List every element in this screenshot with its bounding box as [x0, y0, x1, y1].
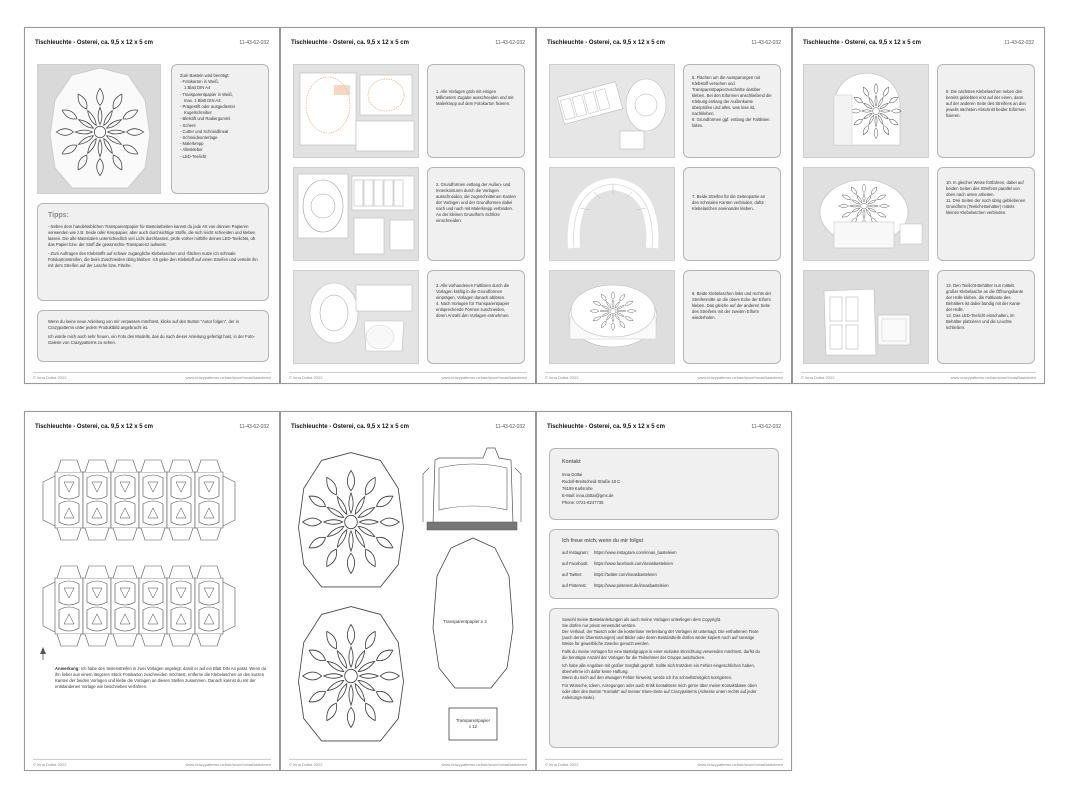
half-assembled-image [804, 65, 929, 158]
social-url[interactable]: https://twitter.com/innasbasteleien [594, 572, 657, 577]
materials-item: - Bleistift und Radiergummi [180, 116, 231, 122]
strip-ring-image [550, 168, 675, 261]
social-label: auf Instagram: [562, 550, 589, 555]
materials-item: - Fotokarton in Weiß, [180, 79, 220, 85]
contact-phone: Phone: 0721-8247735 [562, 500, 604, 505]
templates-image [294, 65, 419, 158]
page-title: Tischleuchte - Osterei, ca. 9,5 x 12 x 5 cm [35, 40, 153, 46]
step-text: 2. Grundformen entlang der Außen- und Innenkonturen durch die Vorlagen ausschneiden, die zugeschnittenen Kanten der Vorlagen und der Grundformen dabei nach und nach mit Malerkrepp verbinden. An der kleinen Grundform Schlitze einschneiden. [436, 182, 516, 223]
contact-email[interactable]: E-Mail: inna.dottai@gmx.de [562, 493, 614, 498]
article-code: 11-43-62-032 [239, 40, 269, 46]
annotation-body: Ich habe den Seitenstreifen in zwei Vorlagen angelegt, damit er auf ein Blatt DIN A4 passt. Wenn du ihn lieber aus einem längeren Stück Fotokarton zuschneiden möchtest, entferne die Klebelaschen an den kurzen Kanten der beiden Vorlagen und klebe die Vorlagen an diesen Stellen zusammen. Danach kannst du mit der entstandenen Vorlage wie beschrieben verfahren. [55, 666, 267, 689]
cutout-image [294, 168, 419, 261]
social-label: auf Pinterest: [562, 583, 587, 588]
assembled-base-image [550, 271, 675, 364]
page-footer [33, 759, 271, 767]
page-header [291, 424, 525, 436]
page-title: Tischleuchte - Osterei, ca. 9,5 x 12 x 5 cm [35, 424, 153, 430]
page-title: Tischleuchte - Osterei, ca. 9,5 x 12 x 5 cm [547, 40, 665, 46]
step-box-3 [427, 270, 525, 364]
copyright-text: Für Wünsche, Ideen, Anregungen oder auch Kritik kontaktiere mich gerne über meine Kontaktdaten oben oder über den Button "Kontakt" auf meiner Store-Seite auf Crazypatterns (Adresse unten rechts auf jeder Anleitungs-Seite). [562, 683, 757, 700]
copyright-box [549, 608, 779, 748]
social-box [549, 529, 779, 599]
social-url[interactable]: https://www.facebook.com/innasbasteleien [594, 561, 673, 566]
page-footer [289, 372, 527, 380]
social-url[interactable]: https://www.pinterest.de/innasbasteleien [594, 583, 669, 588]
lamp-photo [37, 64, 161, 194]
social-title: Ich freue mich, wenn du mir folgst [562, 538, 644, 544]
contact-title: Kontakt [562, 459, 581, 465]
copyright-footer: © Inna Dottai 2022 [33, 375, 67, 380]
materials-box [171, 64, 269, 194]
step-box-1 [427, 64, 525, 158]
step-box-2 [427, 167, 525, 261]
store-url: www.crazypatterns.net/de/store/InnasBasteleien [185, 375, 271, 380]
materials-item: - Prägestift oder ausgedienter [180, 104, 236, 110]
step-box-7 [683, 167, 781, 261]
note-text: Ich würde mich auch sehr freuen, ein Foto des Modells, das du nach dieser Anleitung gefertigt hast, in der Foto-Galerie von Crazypatterns zu sehen. [48, 334, 255, 345]
materials-item: - Transparentpapier in Weiß, [180, 91, 233, 97]
page-7 [536, 411, 792, 771]
social-row-pinterest[interactable] [562, 580, 766, 591]
folded-parts-image [294, 271, 419, 364]
materials-item: - Malerkrepp [180, 141, 204, 147]
materials-item: - Alleskleber [180, 147, 203, 153]
side-strip-templates [39, 450, 271, 660]
copyright-text: Sowohl meine Bastelanleitungen als auch meine Vorlagen unterliegen dem Copyright. [562, 617, 722, 622]
annotation-label: Anmerkung: [55, 666, 80, 671]
step-photo-12 [803, 270, 929, 364]
arrow-up-icon [40, 647, 46, 660]
page-footer [545, 372, 783, 380]
social-label: auf Facebook: [562, 561, 589, 566]
step-text: 3. Alle vorhandenen Faltlinien durch die Vorlagen kräftig in die Grundformen einprägen, Vorlagen danach ablösen. 4. Nach Vorlagen für Transparentpapier entsprechende Formen zuschneiden, deren Anzahl den Vorlagen entnehmen. [436, 283, 510, 318]
copyright-footer: © Inna Dottai 2022 [801, 375, 835, 380]
social-url[interactable]: https://www.instagram.com/innas_basteleien [594, 550, 677, 555]
copyright-text: Sie dürfen nur privat verwendet werden. [562, 623, 637, 628]
transparent-small-label [449, 718, 497, 730]
page-2 [280, 27, 536, 384]
tip-text: - Zum Auftragen des Klebstoffs auf schwer zugängliche Klebelaschen und -flächen nutze ich schmale Fotokartonstreifen, die beim Zuschneiden übrig bleiben: Ich gebe den Klebstoff auf einen Streifen und verteile ihn mit dem Streifen auf der Lasche bzw. Fläche. [48, 251, 258, 268]
step-text: 7. Beide Streifen für die Seitenpartie an den schmalen Kanten verbinden, dafür Klebelaschen aneinander kleben. [692, 194, 766, 211]
lamp-side-image [804, 168, 929, 261]
step-text: 12. Den Teelicht-Behälter nun mittels großer Klebelasche an die Öffnungskante der Hülle kleben, die Faltkante des Behälters ist dabei bündig mit der Kante der Hülle. 13. Das LED-Teelicht einschalten, im Behälter platzieren und die Leuchte schließen. [946, 283, 1024, 330]
finished-lamp-image [804, 271, 929, 364]
egg-lamp-image [38, 65, 161, 194]
copyright-text: Der Verkauf, der Tausch oder die kostenlose Verbreitung der Vorlagen ist untersagt. Die enthaltenen Texte (auch deren Übersetzungen) und Bilder oder deren Bestandteile dürfen weder kopiert noch auf sonstige Weise für gewerbliche Zwecke genutzt werden. [562, 629, 759, 646]
materials-item: max. 1 Blatt DIN A4 [184, 97, 221, 103]
note-box [37, 310, 269, 362]
step-text: 10. In gleicher Weise fortfahren, dabei auf beiden Seiten des Streifens parallel von oben nach unten arbeiten. 11. Drei Seiten der noch übrig gebliebenen Grundform (Teelicht-Behälter) mittels kleinen Klebelaschen verbinden. [946, 180, 1026, 215]
step-photo-3 [293, 270, 419, 364]
materials-item: - Schere [180, 122, 196, 128]
transparent-small-label-2: x 12 [469, 724, 477, 729]
step-text: 1. Alle Vorlagen grob mit einigen Millimetern Zugabe ausschneiden und mit Malerkrepp auf dem Fotokarton fixieren. [436, 89, 514, 106]
article-code: 11-43-62-032 [239, 424, 269, 430]
step-box-12 [937, 270, 1035, 364]
step-box-8 [683, 270, 781, 364]
copyright-footer: © Inna Dottai 2022 [289, 375, 323, 380]
store-url: www.crazypatterns.net/de/store/InnasBasteleien [441, 762, 527, 767]
copyright-footer: © Inna Dottai 2022 [545, 375, 579, 380]
page-header [803, 40, 1034, 52]
page-header [291, 40, 525, 52]
step-box-10 [937, 167, 1035, 261]
step-text: 8. Beide Klebelaschen links und rechts der Streifenmitte an die obere Ecke der Eiform kleben. Das gleiche auf der anderen Seite des Streifens mit der zweiten Eiform wiederholen. [692, 291, 772, 320]
transparent-small-label-1: Transparentpapier [455, 718, 491, 723]
page-title: Tischleuchte - Osterei, ca. 9,5 x 12 x 5 cm [291, 40, 409, 46]
step-box-9 [937, 64, 1035, 158]
step-text: 9. Die nächsten Klebelaschen neben den bereits geklebten erst auf der einen, dann auf der anderen Seite des Streifens an den jeweils nächsten Abschnitt beider Eiformen fixieren. [946, 89, 1026, 118]
materials-item: Zum Basteln wird benötigt: [180, 73, 230, 78]
page-header [35, 424, 269, 436]
store-url: www.crazypatterns.net/de/store/InnasBasteleien [697, 375, 783, 380]
step-photo-2 [293, 167, 419, 261]
contact-city: 76199 Karlsruhe [562, 486, 593, 491]
social-label: auf Twitter: [562, 572, 583, 577]
step-box-5 [683, 64, 781, 158]
glued-parts-image [550, 65, 675, 158]
store-url: www.crazypatterns.net/de/store/InnasBasteleien [441, 375, 527, 380]
page-header [547, 424, 781, 436]
tips-box [37, 203, 269, 301]
materials-item: 1 Blatt DIN A4 [184, 85, 211, 91]
page-5 [24, 411, 280, 771]
page-1 [24, 27, 280, 384]
page-6 [280, 411, 536, 771]
page-title: Tischleuchte - Osterei, ca. 9,5 x 12 x 5 cm [291, 424, 409, 430]
step-photo-9 [803, 64, 929, 158]
step-photo-10 [803, 167, 929, 261]
article-code: 11-43-62-032 [1004, 40, 1034, 46]
page-3 [536, 27, 792, 384]
step-photo-7 [549, 167, 675, 261]
tips-title: Tipps: [48, 212, 69, 219]
article-code: 11-43-62-032 [495, 424, 525, 430]
copyright-text: Ich habe alle Angaben mit großer Sorgfalt geprüft. Sollte sich trotzdem ein Fehler eingeschlichen haben, übernehme ich dafür keine Haftung. [562, 663, 755, 674]
store-url: www.crazypatterns.net/de/store/InnasBasteleien [697, 762, 783, 767]
article-code: 11-43-62-032 [495, 40, 525, 46]
page-title: Tischleuchte - Osterei, ca. 9,5 x 12 x 5 cm [803, 40, 921, 46]
egg-templates [289, 438, 529, 758]
page-footer [289, 759, 527, 767]
social-row-twitter[interactable] [562, 569, 766, 580]
contact-street: Rudolf-Breitscheid-Straße 18 C [562, 479, 621, 484]
page-footer [545, 759, 783, 767]
social-row-facebook[interactable] [562, 558, 766, 569]
page-header [35, 40, 269, 52]
materials-item: - Cutter und Schneidlineal [180, 128, 229, 134]
annotation-text [55, 666, 269, 690]
article-code: 11-43-62-032 [751, 424, 781, 430]
step-photo-1 [293, 64, 419, 158]
copyright-text: Wenn du mich auf den etwaigen Fehler hinweist, werde ich ihn schnellstmöglich korrigieren. [562, 675, 733, 680]
page-title: Tischleuchte - Osterei, ca. 9,5 x 12 x 5 cm [547, 424, 665, 430]
tip-text: - Neben dem handelsüblichen Transparentpapier für Bastelarbeiten kannst du jede Art von dünnen Papieren verwenden wie z.B. Seide oder Kreppapier, aber auch durchsichtige Stoffe, die sich leicht schneiden und kleben lassen. Die alle Materialien unterschiedlich viel Licht durchlassen, prüfe vorher mithilfe deines LED-Teelichts, ob das Papier bzw. der Stoff die gewünschte Transparenz aufweist. [48, 224, 256, 247]
page-header [547, 40, 781, 52]
transparent-label: Transparentpapier x 2 [443, 619, 487, 624]
materials-list [180, 73, 260, 160]
step-text: 5. Flächen um die Aussparungen mit Klebstoff versehen und Transparentpapierzuschnitte darüber kleben. Bei den Eiformen anschließend die Klebung entlang der Außenkante überprüfen und alles, was lose ist, nachkleben. 6. Grundformen ggf. entlang der Faltlinien falten. [692, 75, 772, 128]
contact-name: Inna Dottai [562, 472, 583, 477]
article-code: 11-43-62-032 [751, 40, 781, 46]
copyright-footer: © Inna Dottai 2022 [33, 762, 67, 767]
page-footer [801, 372, 1036, 380]
copyright-footer: © Inna Dottai 2022 [289, 762, 323, 767]
step-photo-8 [549, 270, 675, 364]
store-url: www.crazypatterns.net/de/store/InnasBasteleien [950, 375, 1036, 380]
contact-box [549, 448, 779, 520]
note-text: Wenn du keine neue Anleitung von mir verpassen möchtest, klicke auf den Button "Autor folgen", der in Crazypatterns unter jedem Produktbild angebracht ist. [48, 319, 239, 330]
copyright-text: Falls du meine Vorlagen für eine Bastelgruppe in einer sozialen Einrichtung verwenden möchtest, darfst du die benötigte Anzahl der Vorlagen für die Teilnehmer der Gruppe ausdrucken. [562, 649, 760, 660]
materials-item: - Schneideunterlage [180, 135, 218, 141]
step-photo-5 [549, 64, 675, 158]
store-url: www.crazypatterns.net/de/store/InnasBasteleien [185, 762, 271, 767]
social-row-instagram[interactable] [562, 547, 766, 558]
materials-item: Kugelschreiber [184, 110, 212, 116]
copyright-footer: © Inna Dottai 2022 [545, 762, 579, 767]
page-4 [792, 27, 1045, 384]
materials-item: - LED-Teelicht [180, 153, 207, 159]
page-footer [33, 372, 271, 380]
